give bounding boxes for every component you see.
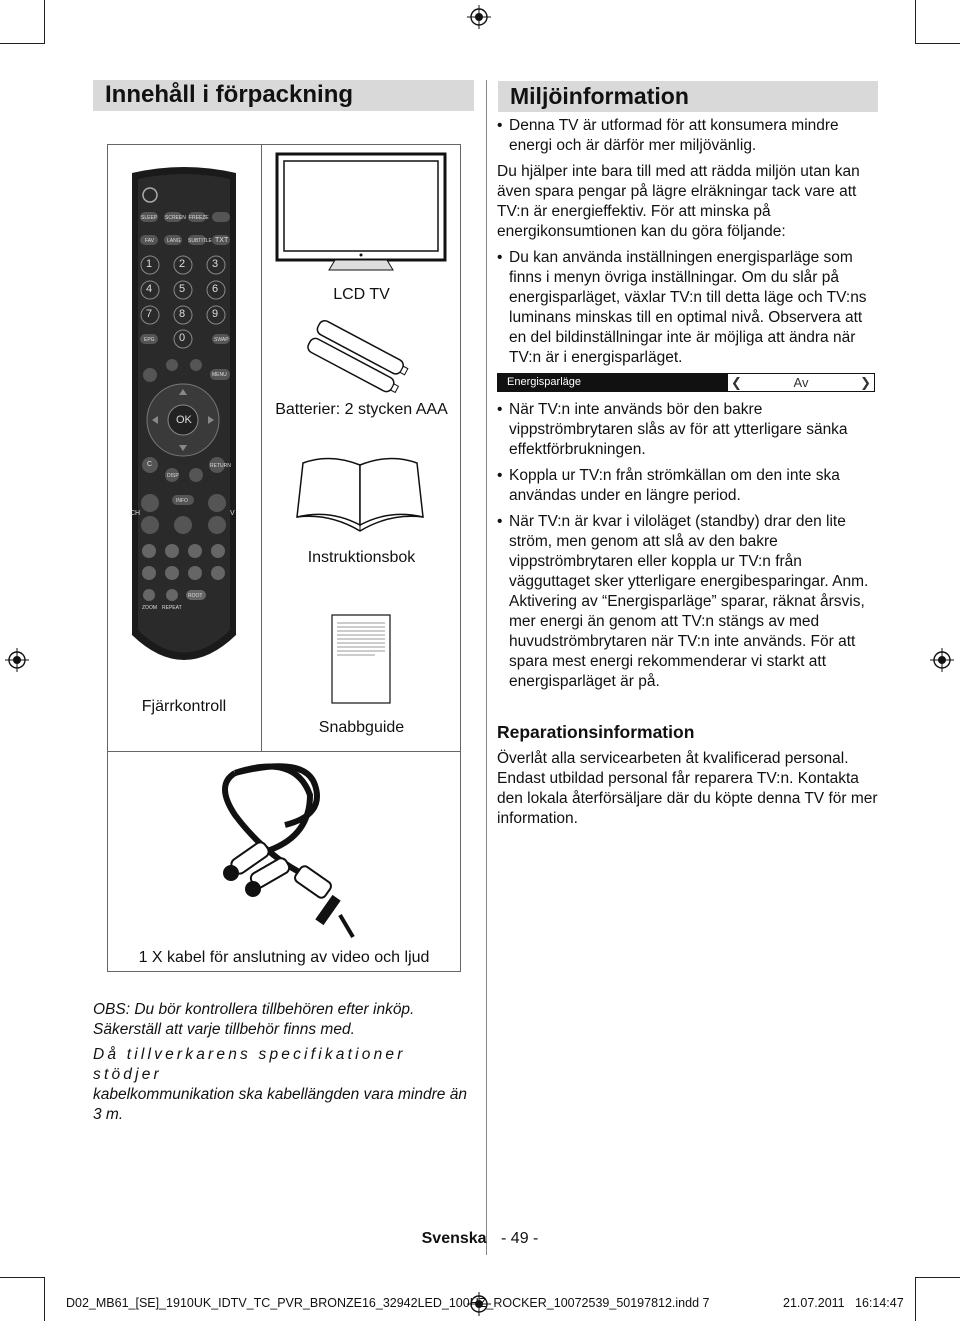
remote-label-fav: FAV — [145, 238, 155, 244]
av-cable-image — [195, 755, 365, 945]
crop-mark — [44, 1277, 45, 1321]
energy-saving-value: Av — [793, 375, 809, 390]
energy-saving-value-box — [727, 373, 875, 392]
remote-label-freeze: FREEZE — [189, 215, 209, 221]
crop-mark — [915, 0, 916, 44]
remote-label-ok: OK — [176, 414, 192, 426]
chevron-left-icon: ❮ — [731, 374, 742, 390]
remote-digit: 7 — [146, 308, 153, 320]
accessory-note — [93, 1000, 475, 1125]
remote-label-sleep: SLEEP — [141, 215, 158, 221]
crop-mark — [0, 1277, 44, 1278]
remote-label-swap: SWAP — [214, 337, 229, 343]
manual-label: Instruktionsbok — [307, 549, 416, 566]
cable-label: 1 X kabel för anslutning av video och ljud — [138, 949, 430, 966]
remote-digit: 6 — [212, 283, 219, 295]
footer-language: Svenska — [421, 1230, 487, 1247]
batteries-label: Batterier: 2 stycken AAA — [275, 401, 448, 418]
remote-label-return: RETURN — [210, 463, 231, 469]
remote-label-menu: MENU — [212, 372, 227, 378]
repair-title: Reparationsinformation — [497, 722, 695, 742]
remote-label-epg: EPG — [144, 337, 155, 343]
table-divider — [107, 751, 461, 752]
remote-digit: 8 — [179, 308, 186, 320]
env-bullet: • När TV:n är kvar i viloläget (standby) drar den lite ström, men genom att slå av den bakre vippströmbrytaren eller koppla ur TV:n från vägguttaget sker ytterligare energibesparingar. Anm. Aktivering av “Energisparläge” sparar, räknat årsvis, mer energi än genom att TV:n stängs av med huvudströmbrytaren när TV:n inte används. För att spara mest energi rekommenderar vi starkt att energisparläget är på. — [497, 512, 881, 692]
instruction-manual-image — [295, 455, 425, 537]
page-footer — [380, 1230, 580, 1248]
remote-label-info: INFO — [176, 498, 188, 504]
note-cable-line1: Då tillverkarens specifikationer stödjer — [93, 1046, 406, 1083]
quick-guide-label: Snabbguide — [318, 719, 405, 736]
crop-mark — [916, 1277, 960, 1278]
remote-label-ch: CH — [130, 510, 141, 517]
remote-label-disp: DISP — [167, 473, 179, 479]
remote-digit: 1 — [146, 258, 153, 270]
chevron-right-icon: ❯ — [860, 374, 871, 390]
footer-time: 16:14:47 — [855, 1296, 904, 1310]
column-divider — [486, 80, 487, 1255]
remote-digit: 0 — [179, 332, 186, 344]
registration-mark-icon — [930, 648, 954, 672]
remote-label-txt: TXT — [215, 237, 229, 244]
remote-digit: 4 — [146, 283, 153, 295]
remote-label-lang: LANG — [167, 238, 181, 244]
env-paragraph: Du hjälper inte bara till med att rädda miljön utan kan även spara pengar på lägre elräkningar tack vare att TV:n är energieffektiv. För att minska på energikonsumtionen kan du göra följande: — [497, 163, 860, 240]
environment-section-top — [497, 116, 881, 374]
remote-digit: 2 — [179, 258, 186, 270]
env-bullet: • Du kan använda inställningen energisparläge som finns i menyn övriga inställningar. Om du slår på energisparläget, växlar TV:n till detta läge och TV:ns luminans minskas till en optimal nivå. Observera att en del bildinställningar inte är möjliga att ändra när TV:n är i energisparläget. — [497, 248, 881, 368]
remote-label: Fjärrkontroll — [141, 698, 227, 715]
remote-label-zoom: ZOOM — [142, 605, 157, 611]
remote-labels — [124, 165, 244, 680]
remote-digit: 9 — [212, 308, 219, 320]
note-cable-length — [93, 1045, 475, 1125]
table-divider — [261, 144, 262, 752]
env-bullet: • När TV:n inte används bör den bakre vippströmbrytaren slås av för att ytterligare sänka effektförbrukningen. — [497, 400, 881, 460]
remote-label-v: V — [230, 510, 235, 517]
environment-title: Miljöinformation — [498, 81, 878, 112]
footer-filename: D02_MB61_[SE]_1910UK_IDTV_TC_PVR_BRONZE16_32942LED_100HZ_ROCKER_10072539_50197812.indd 7 — [66, 1296, 710, 1310]
crop-mark — [916, 43, 960, 44]
note-check-accessories: OBS: Du bör kontrollera tillbehören efter inköp. Säkerställ att varje tillbehör finns med. — [93, 1001, 415, 1038]
remote-label-subtitle: SUBTITLE — [188, 238, 212, 244]
batteries-image — [300, 318, 416, 398]
lcd-tv-image — [275, 152, 447, 274]
remote-label-root: ROOT — [188, 593, 203, 599]
remote-digit: 3 — [212, 258, 219, 270]
remote-label-repeat: REPEAT — [162, 605, 182, 611]
quick-guide-image — [330, 613, 392, 705]
env-bullet: • Denna TV är utformad för att konsumera mindre energi och är därför mer miljövänlig. — [497, 116, 881, 156]
crop-mark — [44, 0, 45, 44]
note-cable-line2: kabelkommunikation ska kabellängden vara mindre än 3 m. — [93, 1086, 467, 1123]
crop-mark — [915, 1277, 916, 1321]
repair-text: Överlåt alla servicearbeten åt kvalificerad personal. Endast utbildad personal får reparera TV:n. Kontakta den lokala återförsäljare där du köpte denna TV för mer information. — [497, 750, 878, 827]
remote-label-screen: SCREEN — [165, 215, 186, 221]
registration-mark-icon — [467, 5, 491, 29]
package-contents-title: Innehåll i förpackning — [93, 80, 474, 111]
energy-saving-label: Energisparläge — [497, 373, 727, 392]
env-bullet: • Koppla ur TV:n från strömkällan om den inte ska användas under en längre period. — [497, 466, 881, 506]
footer-date: 21.07.2011 — [783, 1296, 845, 1310]
remote-label-c: C — [147, 461, 153, 468]
crop-mark — [0, 43, 44, 44]
environment-section-bottom — [497, 400, 881, 698]
footer-page-number: - 49 - — [501, 1230, 539, 1247]
energy-saving-menu-bar — [497, 373, 875, 392]
tv-label: LCD TV — [333, 286, 390, 303]
remote-digit: 5 — [179, 283, 186, 295]
registration-mark-icon — [5, 648, 29, 672]
